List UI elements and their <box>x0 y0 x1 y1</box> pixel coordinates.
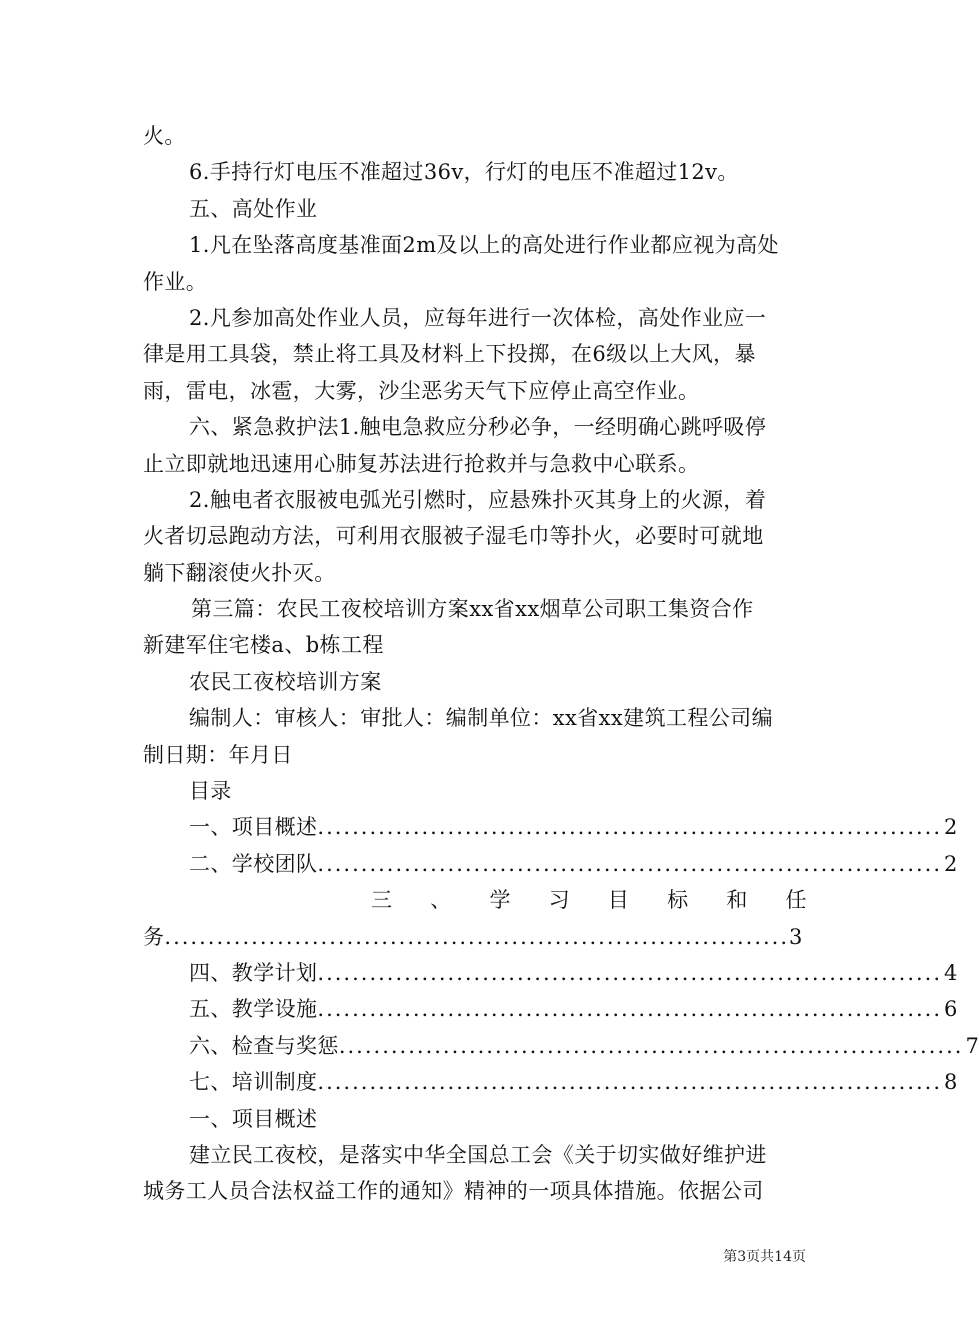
toc-entry-spread <box>143 882 807 918</box>
text-line: 编制人：审核人：审批人：编制单位：xx省xx建筑工程公司编 <box>189 706 773 731</box>
toc-entry-title: 七、培训制度 <box>189 1070 318 1095</box>
toc-entry-page: 8 <box>944 1070 958 1095</box>
toc-entry-title: 务 <box>143 924 165 949</box>
toc-entry-title: 一、项目概述 <box>189 815 318 840</box>
section-heading: 五、高处作业 <box>189 196 318 221</box>
toc-leader: ........................................................................ <box>317 960 943 985</box>
toc-entry <box>143 846 958 882</box>
toc-entry-page: 4 <box>944 960 958 985</box>
toc-spread-char: 目 <box>607 888 630 913</box>
toc-entry-title: 二、学校团队 <box>189 851 318 876</box>
toc-entry-page: 7 <box>965 1033 979 1058</box>
text-line: 2.触电者衣服被电弧光引燃时，应悬殊扑灭其身上的火源，着 <box>189 487 767 512</box>
toc-leader: ........................................................................ <box>317 851 943 876</box>
toc-entry-continuation <box>143 919 803 955</box>
toc-entry-title: 六、检查与奖惩 <box>189 1033 339 1058</box>
toc-leader: ........................................................................ <box>338 1033 964 1058</box>
text-line: 火者切忌跑动方法，可利用衣服被子湿毛巾等扑火，必要时可就地 <box>143 524 764 549</box>
toc-heading: 目录 <box>189 779 232 804</box>
toc-spread-char: 三 <box>371 888 393 913</box>
toc-leader: ........................................................................ <box>164 924 790 949</box>
text-line: 躺下翻滚使火扑灭。 <box>143 560 336 585</box>
section-heading: 六、紧急救护法1.触电急救应分秒必争，一经明确心跳呼吸停 <box>189 415 767 440</box>
toc-leader: ........................................................................ <box>317 997 943 1022</box>
text-line: 制日期：年月日 <box>143 742 293 767</box>
toc-entry-page: 6 <box>944 997 958 1022</box>
document-body <box>143 118 979 1210</box>
toc-spread-char: 、 <box>430 888 452 913</box>
text-line: 雨，雷电，冰雹，大雾，沙尘恶劣天气下应停止高空作业。 <box>143 378 700 403</box>
toc-entry-page: 2 <box>944 851 958 876</box>
text-line: 止立即就地迅速用心肺复苏法进行抢救并与急救中心联系。 <box>143 451 700 476</box>
text-line: 2.凡参加高处作业人员，应每年进行一次体检，高处作业应一 <box>189 305 767 330</box>
toc-spread-char: 任 <box>785 888 807 913</box>
toc-leader: ........................................................................ <box>317 1070 943 1095</box>
section-heading: 一、项目概述 <box>189 1106 318 1131</box>
text-line: 作业。 <box>143 269 208 294</box>
text-line: 6.手持行灯电压不准超过36v，行灯的电压不准超过12v。 <box>189 160 739 185</box>
text-line: 新建军住宅楼a、b栋工程 <box>143 633 384 658</box>
chapter-heading: 第三篇：农民工夜校培训方案xx省xx烟草公司职工集资合作 <box>191 597 754 622</box>
toc-entry-title: 四、教学计划 <box>189 960 318 985</box>
text-line: 城务工人员合法权益工作的通知》精神的一项具体措施。依据公司 <box>143 1179 764 1204</box>
toc-leader: ........................................................................ <box>317 815 943 840</box>
toc-spread-char: 习 <box>548 888 571 913</box>
page-number-footer: 第3页共14页 <box>723 1249 806 1265</box>
text-line: 建立民工夜校，是落实中华全国总工会《关于切实做好维护进 <box>189 1142 767 1167</box>
toc-entry-page: 2 <box>944 815 958 840</box>
toc-spread-char: 学 <box>489 888 511 913</box>
toc-entry <box>143 809 958 845</box>
toc-entry <box>143 1064 958 1100</box>
toc-entry <box>143 1028 979 1064</box>
toc-entry <box>143 991 958 1027</box>
toc-spread-char: 标 <box>667 888 689 913</box>
toc-spread-char: 和 <box>726 888 748 913</box>
toc-entry-title: 五、教学设施 <box>189 997 318 1022</box>
toc-entry-page: 3 <box>789 924 803 949</box>
text-line: 火。 <box>143 124 186 148</box>
toc-entry <box>143 955 958 991</box>
text-line: 律是用工具袋，禁止将工具及材料上下投掷，在6级以上大风，暴 <box>143 342 756 367</box>
text-line: 1.凡在坠落高度基准面2m及以上的高处进行作业都应视为高处 <box>189 233 779 258</box>
document-title: 农民工夜校培训方案 <box>189 669 382 694</box>
